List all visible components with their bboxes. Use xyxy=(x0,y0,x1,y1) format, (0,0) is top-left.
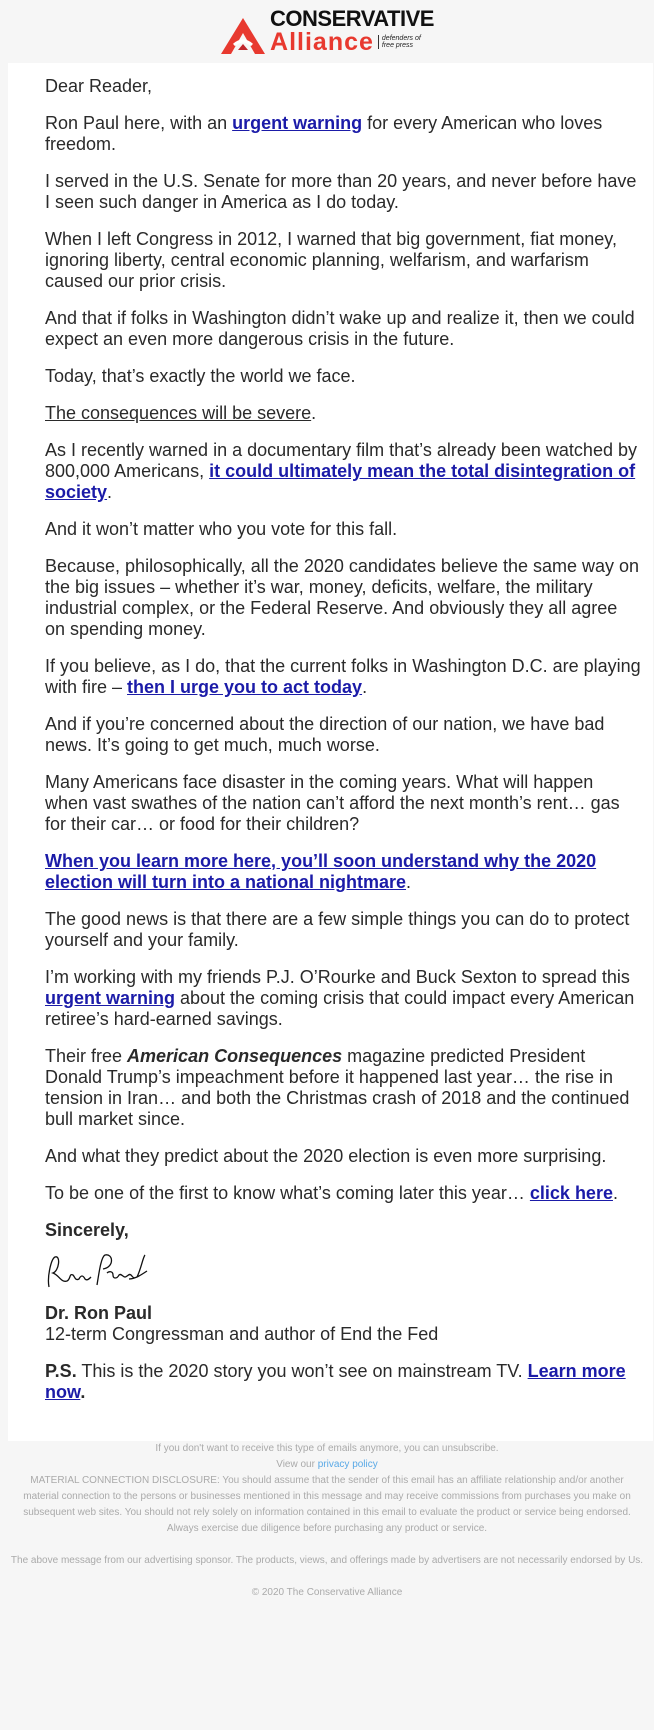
learn-more-nightmare-link[interactable]: When you learn more here, you’ll soon understand why the 2020 election will turn into a national nightmare xyxy=(45,851,597,892)
greeting: Dear Reader, xyxy=(45,76,153,96)
logo-wordmark-top: CONSERVATIVE xyxy=(270,5,434,31)
disintegration-link[interactable]: it could ultimately mean the total disintegration of society xyxy=(45,461,636,502)
email-footer xyxy=(0,1441,654,1601)
paragraph: Many Americans face disaster in the coming years. What will happen when vast swathes of the nation can’t afford the next month’s rent… gas for their car… or food for their children? xyxy=(45,772,620,834)
closing: Sincerely, xyxy=(45,1220,129,1240)
privacy-line: View our privacy policy xyxy=(276,1459,378,1470)
click-here-link[interactable]: click here xyxy=(529,1183,613,1203)
consequences-underlined-text: The consequences will be severe xyxy=(45,403,312,423)
sponsor-text: The above message from our advertising sponsor. The products, views, and offerings made by advertisers are not necessarily endorsed by Us. xyxy=(10,1555,644,1566)
paragraph: The good news is that there are a few simple things you can do to protect yourself and your family. xyxy=(45,909,630,950)
signer-name: Dr. Ron Paul xyxy=(45,1303,153,1323)
paragraph: To be one of the first to know what’s coming later this year… click here. xyxy=(45,1183,618,1203)
urgent-warning-link-2[interactable]: urgent warning xyxy=(45,988,175,1008)
signature-image xyxy=(45,1249,641,1293)
act-today-link[interactable]: then I urge you to act today xyxy=(127,677,363,697)
paragraph: I served in the U.S. Senate for more than 20 years, and never before have I seen such danger in America as I do today. xyxy=(45,171,637,212)
logo-a-mark-icon xyxy=(220,17,266,55)
paragraph: Ron Paul here, with an urgent warning for every American who loves freedom. xyxy=(45,113,603,154)
paragraph: And if you’re concerned about the direction of our nation, we have bad news. It’s going to get much, much worse. xyxy=(45,714,605,755)
magazine-title: American Consequences xyxy=(127,1046,343,1066)
postscript: P.S. This is the 2020 story you won’t see on mainstream TV. Learn more now. xyxy=(45,1361,626,1402)
paragraph: And that if folks in Washington didn’t wake up and realize it, then we could expect an even more dangerous crisis in the future. xyxy=(45,308,635,349)
paragraph: Today, that’s exactly the world we face. xyxy=(45,366,356,386)
copyright-text: © 2020 The Conservative Alliance xyxy=(251,1587,403,1598)
privacy-policy-link[interactable]: privacy policy xyxy=(317,1459,378,1470)
paragraph: As I recently warned in a documentary film that’s already been watched by 800,000 Americans, it could ultimately mean the total disintegration of society. xyxy=(45,440,637,502)
paragraph: When you learn more here, you’ll soon understand why the 2020 election will turn into a national nightmare. xyxy=(45,851,597,892)
signer-block xyxy=(45,1303,641,1345)
signature-icon xyxy=(45,1249,149,1293)
paragraph: And what they predict about the 2020 election is even more surprising. xyxy=(45,1146,607,1166)
letter-content xyxy=(45,76,641,1419)
signer-title: 12-term Congressman and author of End the Fed xyxy=(45,1324,439,1344)
paragraph: And it won’t matter who you vote for this fall. xyxy=(45,519,398,539)
paragraph: Their free American Consequences magazine predicted President Donald Trump’s impeachment before it happened last year… the rise in tension in Iran… and both the Christmas crash of 2018 and the continued bull market since. xyxy=(45,1046,630,1129)
learn-more-now-link[interactable]: Learn more now xyxy=(45,1361,626,1402)
conservative-alliance-logo[interactable] xyxy=(220,5,434,56)
paragraph: If you believe, as I do, that the current folks in Washington D.C. are playing with fire – then I urge you to act today. xyxy=(45,656,641,697)
disclosure-text: MATERIAL CONNECTION DISCLOSURE: You should assume that the sender of this email has an affiliate relationship and/or another material connection to the persons or businesses mentioned in this message and may receive commissions from purchases you make on subsequent web sites. You should not rely solely on information contained in this email to evaluate the product or service being endorsed. Always exercise due diligence before purchasing any product or service. xyxy=(23,1475,631,1534)
paragraph: I’m working with my friends P.J. O’Rourke and Buck Sexton to spread this urgent warning about the coming crisis that could impact every American retiree’s hard-earned savings. xyxy=(45,967,635,1029)
unsubscribe-text[interactable]: If you don't want to receive this type of emails anymore, you can unsubscribe. xyxy=(155,1443,499,1454)
paragraph: The consequences will be severe. xyxy=(45,403,317,423)
urgent-warning-link[interactable]: urgent warning xyxy=(232,113,363,133)
paragraph: When I left Congress in 2012, I warned that big government, fiat money, ignoring liberty, central economic planning, welfarism, and warfarism caused our prior crisis. xyxy=(45,229,617,291)
logo-tagline: defenders of free press xyxy=(378,35,421,50)
logo-wordmark-bottom: Alliance xyxy=(270,27,374,56)
paragraph: Because, philosophically, all the 2020 candidates believe the same way on the big issues – whether it’s war, money, deficits, welfare, the military industrial complex, or the Federal Reserve. And obviously they all agree on spending money. xyxy=(45,556,640,639)
email-header xyxy=(0,0,654,62)
